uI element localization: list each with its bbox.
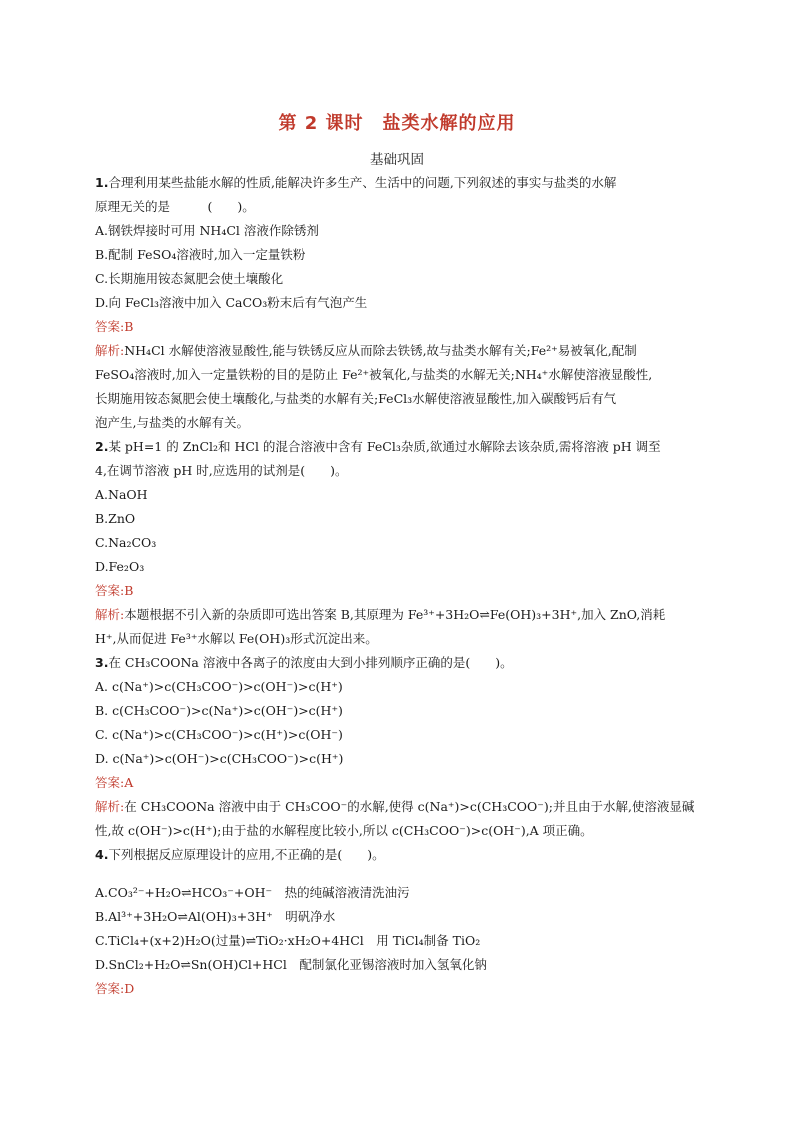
page-title: 第 2 课时 盐类水解的应用 — [278, 113, 516, 134]
line-text: D. c(Na⁺)>c(OH⁻)>c(CH₃COO⁻)>c(H⁺) — [95, 751, 344, 766]
explanation-label: 解析: — [95, 343, 125, 358]
text-line — [95, 363, 707, 387]
line-text: 长期施用铵态氮肥会使土壤酸化,与盐类的水解有关;FeCl₃水解使溶液显酸性,加入碳酸钙后有气 — [95, 391, 617, 406]
explanation-line — [95, 795, 707, 819]
line-text: 本题根据不引入新的杂质即可选出答案 B,其原理为 Fe³⁺+3H₂O⇌Fe(OH)₃+3H⁺,加入 ZnO,消耗 — [124, 607, 666, 622]
text-line — [95, 699, 707, 723]
text-line — [95, 507, 707, 531]
text-line — [95, 483, 707, 507]
question-number: 2. — [95, 439, 109, 454]
line-text: 在 CH₃COONa 溶液中由于 CH₃COO⁻的水解,使得 c(Na⁺)>c(CH₃COO⁻);并且由于水解,使溶液显碱 — [124, 799, 695, 814]
explanation-label: 解析: — [95, 799, 125, 814]
line-text: 在 CH₃COONa 溶液中各离子的浓度由大到小排列顺序正确的是( )。 — [108, 655, 513, 670]
line-text: 下列根据反应原理设计的应用,不正确的是( )。 — [108, 847, 385, 862]
line-text: D.向 FeCl₃溶液中加入 CaCO₃粉末后有气泡产生 — [95, 295, 368, 310]
explanation-line — [95, 339, 707, 363]
line-text: A.钢铁焊接时可用 NH₄Cl 溶液作除锈剂 — [95, 223, 319, 238]
answer-line — [95, 977, 707, 1001]
text-line — [95, 953, 707, 977]
line-text: A.CO₃²⁻+H₂O⇌HCO₃⁻+OH⁻ 热的纯碱溶液清洗油污 — [95, 885, 410, 900]
spacer — [95, 867, 707, 881]
text-line — [95, 905, 707, 929]
line-text: A.NaOH — [95, 487, 148, 502]
text-line — [95, 267, 707, 291]
answer-text: 答案:D — [95, 981, 135, 996]
answer-line — [95, 771, 707, 795]
question-number: 4. — [95, 847, 109, 862]
text-line — [95, 459, 707, 483]
line-text: D.Fe₂O₃ — [95, 559, 145, 574]
question-number: 3. — [95, 655, 109, 670]
line-text: C. c(Na⁺)>c(CH₃COO⁻)>c(H⁺)>c(OH⁻) — [95, 727, 343, 742]
section-heading: 基础巩固 — [370, 152, 424, 168]
line-text: 合理利用某些盐能水解的性质,能解决许多生产、生活中的问题,下列叙述的事实与盐类的水解 — [108, 175, 617, 190]
line-text: 泡产生,与盐类的水解有关。 — [95, 415, 249, 430]
line-text: 原理无关的是 ( )。 — [95, 199, 255, 214]
line-text: B.配制 FeSO₄溶液时,加入一定量铁粉 — [95, 247, 306, 262]
document-body — [95, 171, 707, 1001]
answer-line — [95, 315, 707, 339]
text-line — [95, 243, 707, 267]
text-line — [95, 627, 707, 651]
text-line — [95, 555, 707, 579]
explanation-line — [95, 603, 707, 627]
line-text: FeSO₄溶液时,加入一定量铁粉的目的是防止 Fe²⁺被氧化,与盐类的水解无关;NH₄⁺水解使溶液显酸性, — [95, 367, 653, 382]
line-text: 某 pH=1 的 ZnCl₂和 HCl 的混合溶液中含有 FeCl₃杂质,欲通过水解除去该杂质,需将溶液 pH 调至 — [108, 439, 661, 454]
text-line — [95, 819, 707, 843]
line-text: B.ZnO — [95, 511, 136, 526]
line-text: D.SnCl₂+H₂O⇌Sn(OH)Cl+HCl 配制氯化亚锡溶液时加入氢氧化钠 — [95, 957, 487, 972]
text-line — [95, 723, 707, 747]
question-line — [95, 651, 707, 675]
line-text: NH₄Cl 水解使溶液显酸性,能与铁锈反应从而除去铁锈,故与盐类水解有关;Fe²⁺易被氧化,配制 — [124, 343, 637, 358]
text-line — [95, 881, 707, 905]
line-text: C.长期施用铵态氮肥会使土壤酸化 — [95, 271, 284, 286]
text-line — [95, 531, 707, 555]
text-line — [95, 219, 707, 243]
answer-text: 答案:B — [95, 319, 134, 334]
text-line — [95, 291, 707, 315]
question-number: 1. — [95, 175, 109, 190]
text-line — [95, 929, 707, 953]
answer-text: 答案:B — [95, 583, 134, 598]
text-line — [95, 411, 707, 435]
line-text: A. c(Na⁺)>c(CH₃COO⁻)>c(OH⁻)>c(H⁺) — [95, 679, 343, 694]
line-text: B. c(CH₃COO⁻)>c(Na⁺)>c(OH⁻)>c(H⁺) — [95, 703, 343, 718]
line-text: C.Na₂CO₃ — [95, 535, 157, 550]
line-text: 4,在调节溶液 pH 时,应选用的试剂是( )。 — [95, 463, 348, 478]
line-text: H⁺,从而促进 Fe³⁺水解以 Fe(OH)₃形式沉淀出来。 — [95, 631, 378, 646]
answer-text: 答案:A — [95, 775, 134, 790]
text-line — [95, 387, 707, 411]
text-line — [95, 675, 707, 699]
line-text: C.TiCl₄+(x+2)H₂O(过量)⇌TiO₂·xH₂O+4HCl 用 TiCl₄制备 TiO₂ — [95, 933, 481, 948]
line-text: B.Al³⁺+3H₂O⇌Al(OH)₃+3H⁺ 明矾净水 — [95, 909, 336, 924]
question-line — [95, 435, 707, 459]
text-line — [95, 747, 707, 771]
answer-line — [95, 579, 707, 603]
line-text: 性,故 c(OH⁻)>c(H⁺);由于盐的水解程度比较小,所以 c(CH₃COO⁻)>c(OH⁻),A 项正确。 — [95, 823, 593, 838]
question-line — [95, 843, 707, 867]
text-line — [95, 195, 707, 219]
explanation-label: 解析: — [95, 607, 125, 622]
question-line — [95, 171, 707, 195]
